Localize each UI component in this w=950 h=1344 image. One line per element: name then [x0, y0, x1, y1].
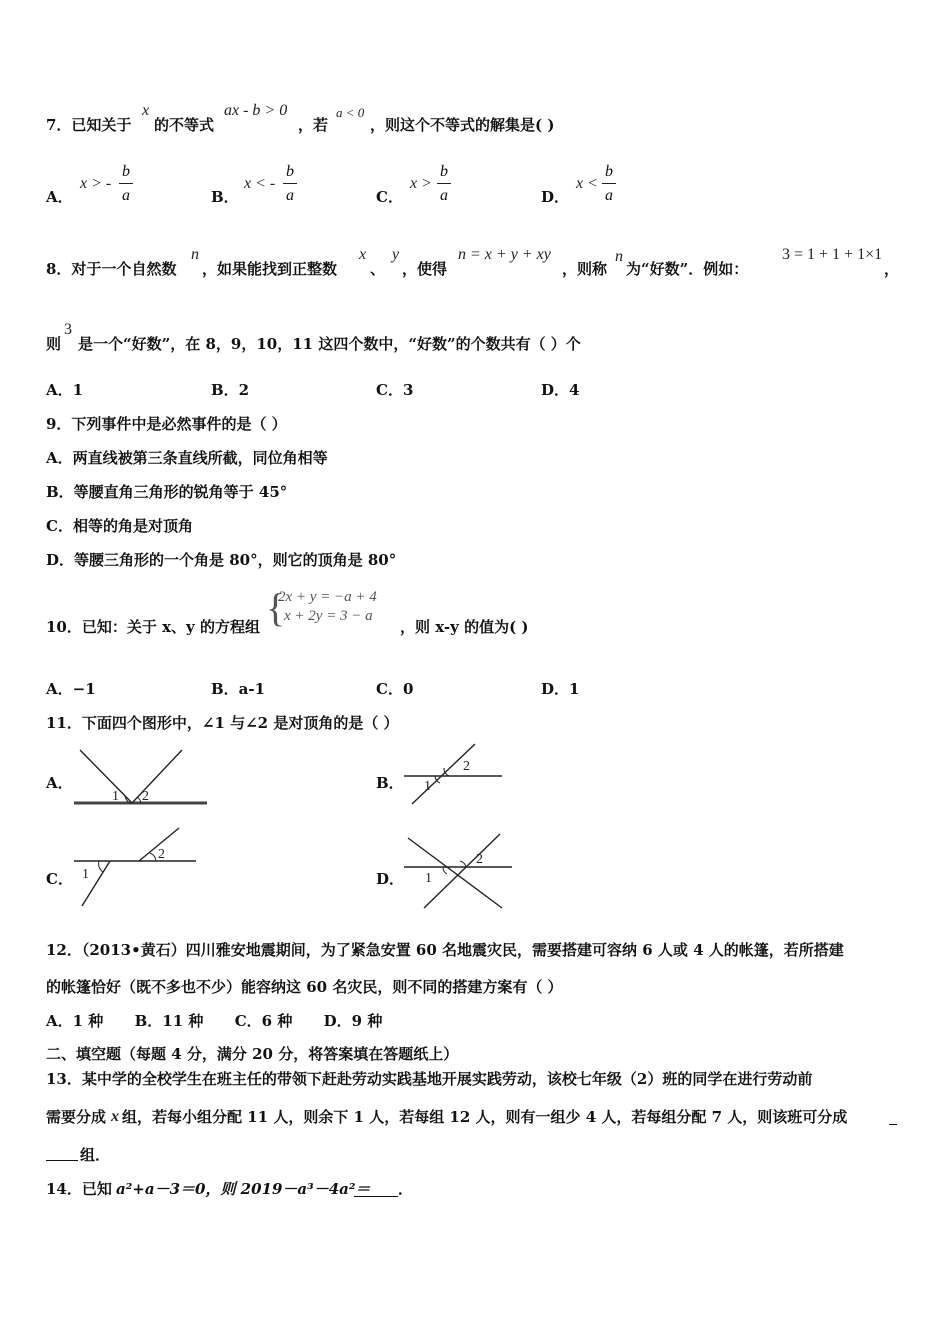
q7-option-a-lhs: x > - — [80, 175, 112, 192]
q10-option-c[interactable]: C．0 — [376, 680, 414, 698]
q11-figure-a-angle2: 2 — [142, 789, 149, 804]
q10-eq2: x + 2y = 3 − a — [284, 608, 373, 624]
q13-line2-b: 组，若每小组分配 11 人，则余下 1 人，若每组 12 人，则有一组少 4 人，若每组分配 7 人，则该班可分成 — [122, 1108, 848, 1126]
q8-option-a[interactable]: A．1 — [46, 381, 84, 399]
q7-option-c-label[interactable]: C． — [376, 188, 403, 206]
q14-answer-blank[interactable] — [354, 1182, 398, 1197]
q10-option-a[interactable]: A．−1 — [46, 680, 96, 698]
q11-option-b-label[interactable]: B． — [376, 774, 404, 792]
section-fill-in-title: 二、填空题（每题 4 分，满分 20 分，将答案填在答题纸上） — [46, 1045, 459, 1063]
q14-expression: a²+a－3＝0，则 2019－a³－4a²＝ — [116, 1180, 371, 1198]
q11-figure-a — [70, 748, 210, 808]
q11-figure-d — [400, 832, 515, 910]
q11-figure-c-angle1: 1 — [82, 867, 89, 882]
q8-var-x: x — [359, 246, 367, 263]
q7-option-b-bar — [283, 183, 297, 184]
q8-end-comma: ， — [884, 260, 900, 278]
q7-option-a-bar — [119, 183, 133, 184]
q8-var-n: n — [191, 246, 199, 263]
q7-condition: a < 0 — [336, 105, 365, 120]
q10-suffix: ，则 x-y 的值为( ) — [400, 618, 529, 636]
q11-stem: 11．下面四个图形中，∠1 与∠2 是对顶角的是（ ） — [46, 714, 399, 732]
q13-line1: 13．某中学的全校学生在班主任的带领下赶赴劳动实践基地开展实践劳动，该校七年级（2）班的同学在进行劳动前 — [46, 1070, 813, 1088]
q10-option-b[interactable]: B．a-1 — [211, 680, 266, 698]
q11-figure-c — [70, 826, 200, 908]
q7-option-d-num: b — [605, 163, 613, 180]
q10-brace: { — [266, 585, 286, 630]
q8-var-n2: n — [615, 248, 623, 265]
q8-prefix: 8．对于一个自然数 — [46, 260, 177, 278]
q14-prefix: 14．已知 — [46, 1180, 112, 1198]
q7-option-b-num: b — [286, 163, 294, 180]
q8-line2-prefix: 则 — [46, 335, 62, 353]
q7-option-d-lhs: x < — [576, 175, 598, 192]
q7-var-x: x — [142, 102, 150, 119]
q13-line2-a: 需要分成 — [46, 1108, 107, 1126]
q8-part5: 为“好数”．例如： — [626, 260, 749, 278]
q8-line2-suffix: 是一个“好数”，在 8，9，10，11 这四个数中，“好数”的个数共有（ ）个 — [78, 335, 581, 353]
q11-figure-d-angle1: 1 — [425, 871, 432, 886]
q10-eq1: 2x + y = −a + 4 — [278, 589, 377, 605]
q7-option-d-bar — [602, 183, 616, 184]
q7-option-a-den: a — [122, 187, 130, 204]
q7-option-a-num: b — [122, 163, 130, 180]
q7-option-c-lhs: x > — [410, 175, 432, 192]
q8-part4: ，则称 — [562, 260, 608, 278]
q8-option-c[interactable]: C．3 — [376, 381, 414, 399]
q7-mid: 的不等式 — [154, 116, 215, 134]
q11-figure-b-angle2: 2 — [463, 759, 470, 774]
q11-option-d-label[interactable]: D． — [376, 870, 405, 888]
q7-option-c-den: a — [440, 187, 448, 204]
q7-suffix: ，则这个不等式的解集是( ) — [370, 116, 555, 134]
q7-option-c-num: b — [440, 163, 448, 180]
q9-option-c[interactable]: C．相等的角是对顶角 — [46, 517, 193, 535]
q7-option-c-bar — [437, 183, 451, 184]
q8-option-d[interactable]: D．4 — [541, 381, 580, 399]
q7-option-b-den: a — [286, 187, 294, 204]
q13-line3: 组． — [80, 1146, 111, 1164]
q8-three: 3 — [64, 321, 72, 338]
q12-line1: 12．（2013•黄石）四川雅安地震期间，为了紧急安置 60 名地震灾民，需要搭建可容纳 6 人或 4 人的帐篷，若所搭建 — [46, 941, 844, 959]
q9-option-b[interactable]: B．等腰直角三角形的锐角等于 45° — [46, 483, 288, 501]
q8-formula: n = x + y + xy — [458, 246, 551, 263]
q14-suffix: ． — [398, 1180, 414, 1198]
q7-option-d-label[interactable]: D． — [541, 188, 570, 206]
q11-figure-b — [400, 742, 510, 806]
q11-figure-b-angle1: 1 — [424, 779, 431, 794]
q9-option-d[interactable]: D．等腰三角形的一个角是 80°，则它的顶角是 80° — [46, 551, 397, 569]
q7-prefix: 7．已知关于 — [46, 116, 132, 134]
q13-blank-part2[interactable] — [46, 1146, 78, 1161]
q8-part3: ，使得 — [402, 260, 448, 278]
q10-option-d[interactable]: D．1 — [541, 680, 580, 698]
q11-figure-d-angle2: 2 — [476, 852, 483, 867]
q7-comma: ，若 — [298, 116, 329, 134]
q8-sep: 、 — [370, 260, 386, 278]
q8-part2: ，如果能找到正整数 — [202, 260, 338, 278]
q11-option-c-label[interactable]: C． — [46, 870, 73, 888]
q13-var-x: x — [111, 1108, 119, 1125]
q9-stem: 9．下列事件中是必然事件的是（ ） — [46, 415, 287, 433]
q7-option-b-label[interactable]: B． — [211, 188, 239, 206]
q11-figure-a-angle1: 1 — [112, 789, 119, 804]
q12-line2: 的帐篷恰好（既不多也不少）能容纳这 60 名灾民，则不同的搭建方案有（ ） — [46, 978, 563, 996]
q7-option-d-den: a — [605, 187, 613, 204]
q9-option-a[interactable]: A．两直线被第三条直线所截，同位角相等 — [46, 449, 328, 467]
q11-figure-c-angle2: 2 — [158, 847, 165, 862]
q7-inequality: ax - b > 0 — [224, 102, 288, 119]
q10-prefix: 10．已知：关于 x、y 的方程组 — [46, 618, 260, 636]
q13-blank-part1[interactable] — [889, 1110, 897, 1125]
q8-option-b[interactable]: B．2 — [211, 381, 250, 399]
q7-option-b-lhs: x < - — [244, 175, 276, 192]
q8-var-y: y — [392, 246, 400, 263]
q7-option-a-label[interactable]: A． — [46, 188, 73, 206]
q11-option-a-label[interactable]: A． — [46, 774, 73, 792]
q8-example: 3 = 1 + 1 + 1×1 — [782, 246, 883, 263]
q12-options[interactable]: A．1 种 B．11 种 C．6 种 D．9 种 — [46, 1012, 383, 1030]
